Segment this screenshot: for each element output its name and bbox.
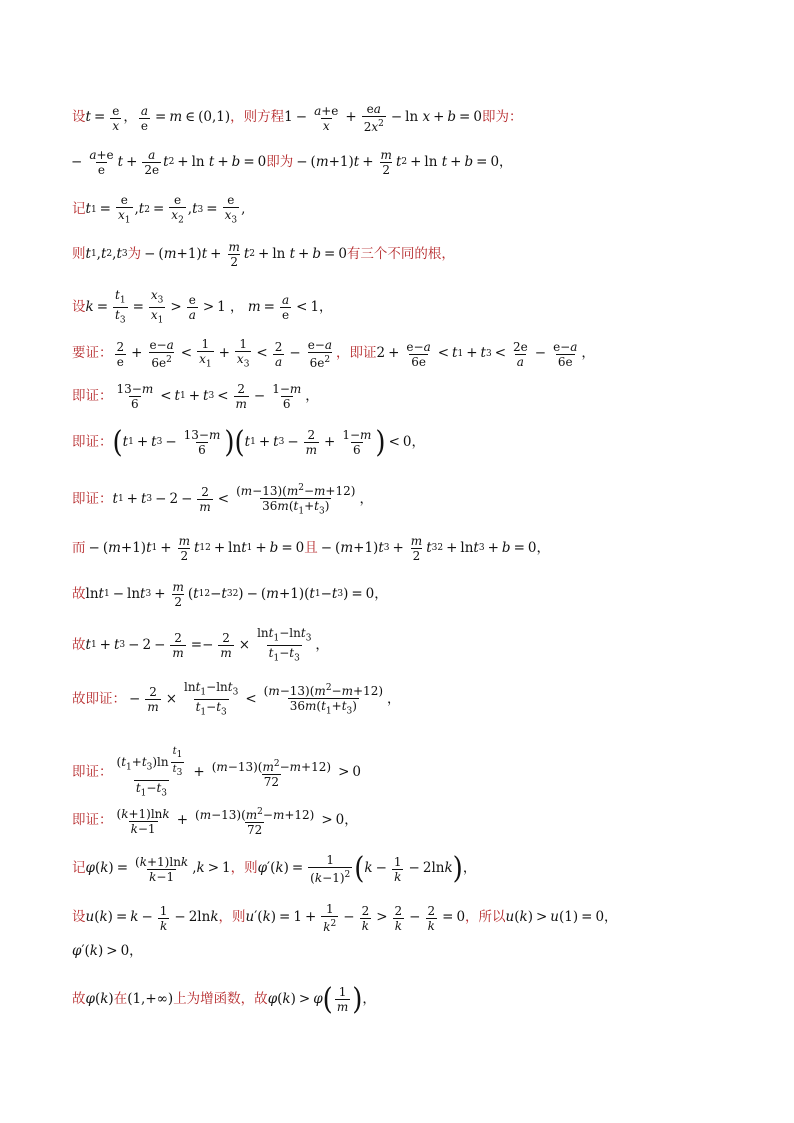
text: 即为 xyxy=(266,153,294,170)
text: ， xyxy=(411,433,425,450)
text: ， xyxy=(462,860,477,877)
line-17: 设 u ( k ) = k − $\frac{1}{k}$ − 2ln k ，则 u ′( k ) = 1 + $\frac{1}{k^2}$ − $\frac{2}{k}$ > $\frac{2}{k}$ − $\frac{2}{k}$ = 0 ，所以 u ( k ) > u (1) = 0 ， xyxy=(72,902,618,934)
text: 在 xyxy=(113,990,128,1007)
line-19: 故 φ ( k ) 在 (1,+∞) 上为增函数，故 φ ( k ) > φ ( $\frac{1}{m}$ ) ， xyxy=(72,982,376,1017)
text: ，则 xyxy=(230,860,258,877)
text: 而 xyxy=(72,539,86,556)
text: ，所以 xyxy=(465,909,506,926)
text: ， xyxy=(499,153,513,170)
text: 记 xyxy=(72,201,86,218)
text: ， xyxy=(374,585,388,602)
text: ， xyxy=(581,345,595,362)
text: ， xyxy=(129,943,143,959)
text: 即证： xyxy=(72,490,113,507)
line-14: 即证： $(t_1+t_3)\ln$ $\frac{t_1}{t_3}$ $t_1-t_3$ + $\frac{(m-13)(m^2-m+12)}{72}$ > 0 xyxy=(72,746,361,799)
text: 记 xyxy=(72,860,86,877)
text: 即证： xyxy=(72,387,113,404)
text: 设 xyxy=(72,909,86,926)
line-4: 则 t 1 , t 2 , t 3 为 − ( m +1) t + $\frac{m}{2}$ t 2 + ln t + b = 0 有三个不同的根， xyxy=(72,240,455,269)
text: ， xyxy=(604,909,618,926)
line-1: 设 t = $\frac{e}{x}$ ， $\frac{a}{e}$ = m ∈ (0,1) ，则方程 1 − $\frac{a+e}{x}$ + $\frac{ea}{2x^2}$ − ln x + b = 0 即为： xyxy=(72,102,523,134)
line-8: 即证： ( t 1 + t 3 − $\frac{13-m}{6}$ ) ( t 1 + t 3 − $\frac{2}{m}$ + $\frac{1-m}{6}$ ) < 0 ， xyxy=(72,425,425,460)
line-16: 记 φ ( k ) = $\frac{(k+1)\ln k}{k-1}$ , k > 1 ，则 φ ′( k ) = $\frac{1}{(k-1)^2}$ ( k − $\frac{1}{k}$ − 2ln k ) ， xyxy=(72,851,477,887)
text: ， xyxy=(536,539,550,556)
text: ， xyxy=(362,990,376,1007)
line-11: 故 ln t 1 − ln t 3 + $\frac{m}{2}$ ( t 1 2 − t 3 2 ) − ( m +1)( t 1 − t 3 ) = 0 ， xyxy=(72,580,388,609)
text: ， xyxy=(344,812,358,829)
text: ，即证 xyxy=(336,345,377,362)
line-12: 故 t 1 + t 3 − 2 − $\frac{2}{m}$ =− $\frac{2}{m}$ × $\frac{\ln t_1-\ln t_3}{t_1-t_3}$ ， xyxy=(72,626,329,664)
text: 故 xyxy=(72,637,86,654)
text: ， xyxy=(305,387,319,404)
line-13: 故即证： − $\frac{2}{m}$ × $\frac{\ln t_1-\ln t_3}{t_1-t_3}$ < $\frac{(m-13)(m^2-m+12)}{36m(t_1+t_3)}$ ， xyxy=(72,680,401,718)
text: 故 xyxy=(72,990,86,1007)
text: ，则 xyxy=(218,909,246,926)
line-6: 要证： $\frac{2}{e}$ + $\frac{e-a}{6e^2}$ < $\frac{1}{x_1}$ + $\frac{1}{x_3}$ < $\frac{2}{a}$ − $\frac{e-a}{6e^2}$ ，即证 2 + $\frac{e-a}{6e}$ < t 1 + t 3 < $\frac{2e}{a}$ − $\frac{e-a}{6e}$ ， xyxy=(72,337,595,371)
line-2: − $\frac{a+e}{e}$ t + $\frac{a}{2e}$ t 2 + ln t + b = 0 即为 − ( m +1) t + $\frac{m}{2}$ t 2 + ln t + b = 0 ， xyxy=(71,148,513,177)
text: 有三个不同的根， xyxy=(346,245,455,262)
text: ，则方程 xyxy=(230,109,285,126)
text: 即证： xyxy=(72,763,113,780)
text: 即证： xyxy=(72,433,113,450)
text: 即证： xyxy=(72,812,113,829)
line-18: φ ′( k ) > 0 ， xyxy=(72,943,143,959)
text: 设 xyxy=(72,109,86,126)
text: 且 xyxy=(304,539,318,556)
line-10: 而 − ( m +1) t 1 + $\frac{m}{2}$ t 1 2 + ln t 1 + b = 0 且 − ( m +1) t 3 + $\frac{m}{2}$ t 3 2 + ln t 3 + b = 0 ， xyxy=(72,534,550,563)
text: 则 xyxy=(72,245,86,262)
text: 上为增函数，故 xyxy=(173,990,268,1007)
text: ， xyxy=(359,490,373,507)
text: 为 xyxy=(127,245,142,262)
text: 即为： xyxy=(481,109,523,126)
line-3: 记 t 1 = $\frac{e}{x_1}$ , t 2 = $\frac{e}{x_2}$ , t 3 = $\frac{e}{x_3}$ , xyxy=(72,193,246,226)
text: ， xyxy=(319,299,333,316)
text: 要证： xyxy=(72,345,113,362)
text: ， xyxy=(315,637,329,654)
line-15: 即证： $\frac{(k+1)\ln k}{k-1}$ + $\frac{(m-13)(m^2-m+12)}{72}$ > 0 ， xyxy=(72,806,358,837)
line-9: 即证： t 1 + t 3 − 2 − $\frac{2}{m}$ < $\frac{(m-13)(m^2-m+12)}{36m(t_1+t_3)}$ ， xyxy=(72,483,373,517)
text: 故即证： xyxy=(72,691,126,708)
text: ， xyxy=(387,691,401,708)
text: 设 xyxy=(72,299,86,316)
line-5: 设 k = $\frac{t_1}{t_3}$ = $\frac{x_3}{x_1}$ > $\frac{e}{a}$ > 1 ， m = $\frac{a}{e}$ < 1 ， xyxy=(72,288,333,326)
text: 故 xyxy=(72,585,86,602)
line-7: 即证： $\frac{13-m}{6}$ < t 1 + t 3 < $\frac{2}{m}$ − $\frac{1-m}{6}$ ， xyxy=(72,382,319,411)
